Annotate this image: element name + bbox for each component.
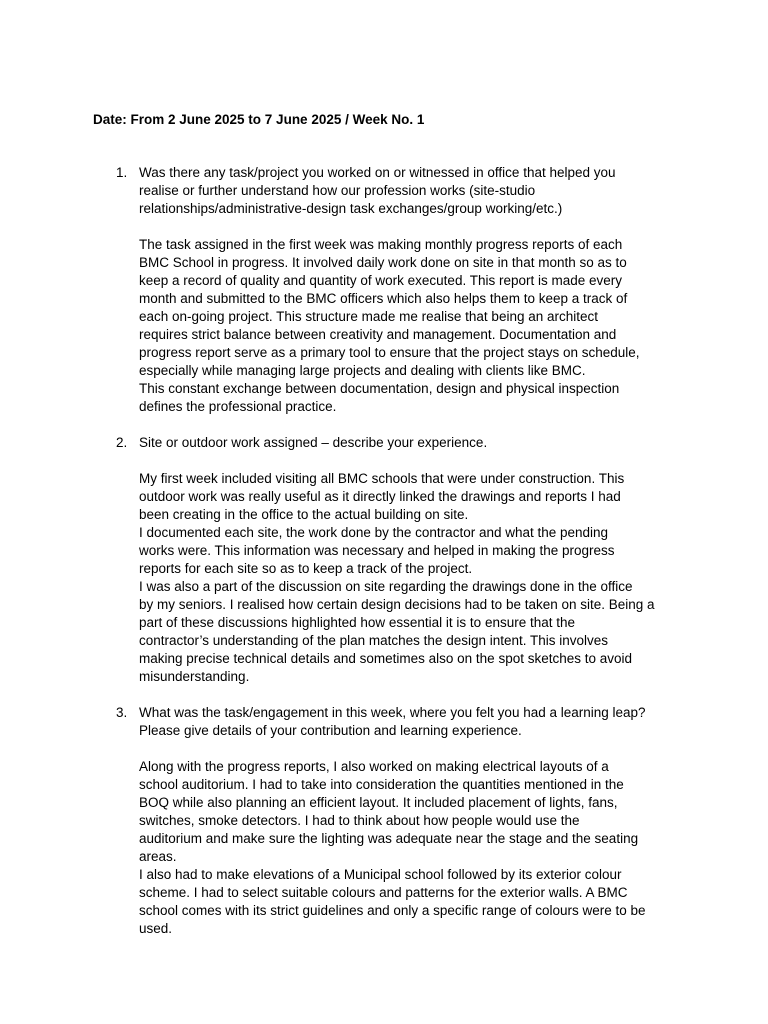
answer-text: Along with the progress reports, I also worked on making electrical layouts of a school auditorium. I had to take into consideration the quantities mentioned in the BOQ while also planning an efficient layout. It included placement of lights, fans, switches, smoke detectors. I had to think about how people would use the auditorium and make sure the lighting was adequate near the stage and the seating areas. I also had to make elevations of a Municipal school followed by its exterior colour scheme. I had to select suitable colours and patterns for the exterior walls. A BMC school comes with its strict guidelines and only a specific range of colours were to be used. — [139, 759, 646, 936]
answer-text: The task assigned in the first week was making monthly progress reports of each BMC School in progress. It involved daily work done on site in that month so as to keep a record of quality and quantity of work executed. This report is made every month and submitted to the BMC officers which also helps them to keep a track of each on-going project. This structure made me realise that being an architect requires strict balance between creativity and management. Documentation and progress report serve as a primary tool to ensure that the project stays on schedule, especially while managing large projects and dealing with clients like BMC. This constant exchange between documentation, design and physical inspection defines the professional practice. — [139, 237, 640, 414]
question-text: What was the task/engagement in this week, where you felt you had a learning leap? Please give details of your contribution and learning experience. — [139, 705, 646, 738]
question-item-1 — [0, 164, 768, 416]
question-item-3 — [0, 704, 768, 938]
date-heading: Date: From 2 June 2025 to 7 June 2025 / Week No. 1 — [93, 112, 425, 127]
question-number: 1. — [116, 165, 128, 180]
question-list — [0, 164, 768, 956]
question-text: Site or outdoor work assigned – describe your experience. — [139, 435, 488, 450]
question-number: 2. — [116, 435, 128, 450]
question-item-2 — [0, 434, 768, 686]
question-number: 3. — [116, 705, 128, 720]
answer-text: My first week included visiting all BMC schools that were under construction. This outdoor work was really useful as it directly linked the drawings and reports I had been creating in the office to the actual building on site. I documented each site, the work done by the contractor and what the pending works were. This information was necessary and helped in making the progress reports for each site so as to keep a track of the project. I was also a part of the discussion on site regarding the drawings done in the office by my seniors. I realised how certain design decisions had to be taken on site. Being a part of these discussions highlighted how essential it is to ensure that the contractor’s understanding of the plan matches the design intent. This involves making precise technical details and sometimes also on the spot sketches to avoid misunderstanding. — [139, 471, 655, 684]
question-text: Was there any task/project you worked on or witnessed in office that helped you realise or further understand how our profession works (site-studio relationships/administrative-design task exchanges/group working/etc.) — [139, 165, 616, 216]
